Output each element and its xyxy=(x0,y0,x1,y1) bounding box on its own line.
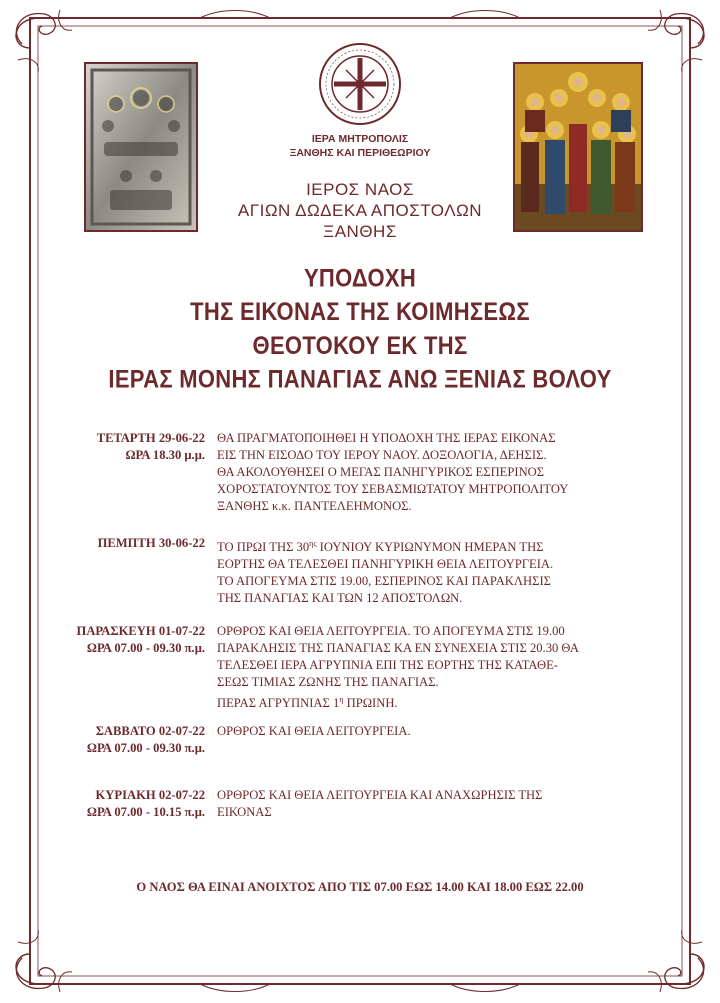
schedule-text: ΘΑ ΑΚΟΛΟΥΘΗΣΕΙ Ο ΜΕΓΑΣ ΠΑΝΗΓΥΡΙΚΟΣ ΕΣΠΕΡΙΝΟΣ xyxy=(217,465,545,479)
schedule-text: ΤΟ ΑΠΟΓΕΥΜΑ ΣΤΙΣ 19.00, ΕΣΠΕΡΙΝΟΣ ΚΑΙ ΠΑΡΑΚΛΗΣΙΣ xyxy=(217,574,551,589)
schedule-text: ΕΙΣ ΤΗΝ ΕΙΣΟΔΟ ΤΟΥ ΙΕΡΟΥ ΝΑΟΥ. ΔΟΞΟΛΟΓΙΑ, ΔΕΗΣΙΣ. xyxy=(217,448,547,462)
schedule-text: ΟΡΘΡΟΣ ΚΑΙ ΘΕΙΑ ΛΕΙΤΟΥΡΓΕΙΑ. ΤΟ ΑΠΟΓΕΥΜΑ ΣΤΙΣ 19.00 xyxy=(217,624,565,638)
church-line-3: ΞΑΝΘΗΣ xyxy=(323,222,397,241)
metropolis-line-2: ΞΑΝΘΗΣ ΚΑΙ ΠΕΡΙΘΕΩΡΙΟΥ xyxy=(289,147,431,159)
icon-apostles-icon xyxy=(513,62,643,232)
headline-line-3: ΘΕΟΤΟΚΟΥ ΕΚ ΤΗΣ xyxy=(252,331,468,360)
schedule-text: ΤΗΣ ΠΑΝΑΓΙΑΣ ΚΑΙ ΤΩΝ 12 ΑΠΟΣΤΟΛΩΝ. xyxy=(217,591,463,606)
schedule-text: ΠΕΡΑΣ ΑΓΡΥΠΝΙΑΣ $1^\eta$ ΠΡΩΙΝΗ. xyxy=(217,695,398,711)
church-line-2: ΑΓΙΩΝ ΔΩΔΕΚΑ ΑΠΟΣΤΟΛΩΝ xyxy=(237,201,483,220)
schedule-day: ΣΑΒΒΑΤΟ 02-07-22 xyxy=(95,724,205,738)
schedule-day: ΠΑΡΑΣΚΕΥΗ 01-07-22 xyxy=(76,624,205,638)
schedule-time: ΩΡΑ 07.00 - 09.30 π.μ. xyxy=(86,641,205,655)
headline-line-2: ΤΗΣ ΕΙΚΟΝΑΣ ΤΗΣ ΚΟΙΜΗΣΕΩΣ xyxy=(190,297,530,326)
schedule-text: ΣΕΩΣ ΤΙΜΙΑΣ ΖΩΝΗΣ ΤΗΣ ΠΑΝΑΓΙΑΣ. xyxy=(217,675,439,689)
schedule-text: ΟΡΘΡΟΣ ΚΑΙ ΘΕΙΑ ΛΕΙΤΟΥΡΓΕΙΑ ΚΑΙ ΑΝΑΧΩΡΗΣΙΣ ΤΗΣ xyxy=(217,788,543,802)
schedule-text: ΧΟΡΟΣΤΑΤΟΥΝΤΟΣ ΤΟΥ ΣΕΒΑΣΜΙΩΤΑΤΟΥ ΜΗΤΡΟΠΟΛΙΤΟΥ xyxy=(217,482,569,496)
headline-line-1: ΥΠΟΔΟΧΗ xyxy=(303,264,417,293)
schedule-text: ΟΡΘΡΟΣ ΚΑΙ ΘΕΙΑ ΛΕΙΤΟΥΡΓΕΙΑ. xyxy=(217,724,411,738)
schedule-time: ΩΡΑ 07.00 - 09.30 π.μ. xyxy=(86,741,205,755)
schedule-text: ΕΙΚΟΝΑΣ xyxy=(217,805,272,819)
church-name xyxy=(200,179,520,242)
schedule-time: ΩΡΑ 07.00 - 10.15 π.μ. xyxy=(86,805,205,819)
schedule-text: ΞΑΝΘΗΣ κ.κ. ΠΑΝΤΕΛΕΗΜΟΝΟΣ. xyxy=(217,499,412,513)
opening-hours-note: Ο ΝΑΟΣ ΘΑ ΕΙΝΑΙ ΑΝΟΙΧΤΟΣ ΑΠΟ ΤΙΣ 07.00 ΕΩΣ 14.00 ΚΑΙ 18.00 ΕΩΣ 22.00 xyxy=(136,880,584,894)
event-headline xyxy=(90,262,630,396)
schedule-text: ΤΟ ΠΡΩΙ ΤΗΣ $30^{\eta\varsigma}$ ΙΟΥΝΙΟΥ ΚΥΡΙΩΝΥΜΟΝ ΗΜΕΡΑΝ ΤΗΣ xyxy=(217,539,544,555)
icon-dormition-icon xyxy=(84,62,198,232)
metropolis-name xyxy=(250,132,470,160)
schedule-day: ΠΕΜΠΤΗ 30-06-22 xyxy=(97,536,205,550)
metropolis-line-1: ΙΕΡΑ ΜΗΤΡΟΠΟΛΙΣ xyxy=(311,133,409,145)
schedule-text: ΕΟΡΤΗΣ ΘΑ ΤΕΛΕΣΘΕΙ ΠΑΝΗΓΥΡΙΚΗ ΘΕΙΑ ΛΕΙΤΟΥΡΓΕΙΑ. xyxy=(217,557,554,572)
schedule-text: ΠΑΡΑΚΛΗΣΙΣ ΤΗΣ ΠΑΝΑΓΙΑΣ ΚΑ ΕΝ ΣΥΝΕΧΕΙΑ ΣΤΙΣ 20.30 ΘΑ xyxy=(217,641,580,655)
schedule-day: ΤΕΤΑΡΤΗ 29-06-22 xyxy=(96,431,205,445)
metropolis-seal-icon xyxy=(318,42,402,126)
headline-line-4: ΙΕΡΑΣ ΜΟΝΗΣ ΠΑΝΑΓΙΑΣ ΑΝΩ ΞΕΝΙΑΣ ΒΟΛΟΥ xyxy=(108,365,612,394)
schedule-time: ΩΡΑ 18.30 μ.μ. xyxy=(125,448,205,462)
schedule-day: ΚΥΡΙΑΚΗ 02-07-22 xyxy=(95,788,205,802)
church-line-1: ΙΕΡΟΣ ΝΑΟΣ xyxy=(306,180,414,199)
schedule-text: ΘΑ ΠΡΑΓΜΑΤΟΠΟΙΗΘΕΙ Η ΥΠΟΔΟΧΗ ΤΗΣ ΙΕΡΑΣ ΕΙΚΟΝΑΣ xyxy=(217,431,556,445)
schedule-text: ΤΕΛΕΣΘΕΙ ΙΕΡΑ ΑΓΡΥΠΝΙΑ ΕΠΙ ΤΗΣ ΕΟΡΤΗΣ ΤΗΣ ΚΑΤΑΘΕ- xyxy=(217,658,558,672)
